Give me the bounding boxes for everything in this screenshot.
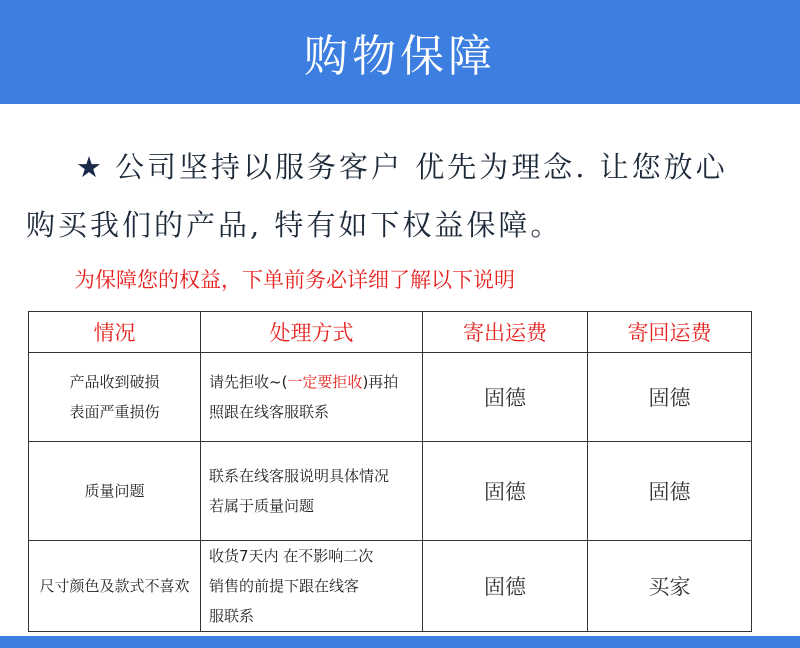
method-text: 请先拒收~( [209,373,288,391]
star-icon: ★ [76,150,105,184]
guarantee-table [28,311,752,632]
header-method: 处理方式 [201,312,423,353]
header-ship-out: 寄出运费 [423,312,588,353]
situation-line: 表面严重损伤 [69,403,160,421]
intro-line-1 [26,138,786,196]
notice-text: 为保障您的权益，下单前务必详细了解以下说明 [74,268,515,292]
situation-cell: 尺寸颜色及款式不喜欢 [29,541,201,632]
situation-cell [29,353,201,442]
method-emphasis: 一定要拒收 [287,373,363,391]
header-situation: 情况 [29,312,201,353]
situation-line: 产品收到破损 [69,373,160,391]
table-row [29,541,752,632]
situation-cell: 质量问题 [29,442,201,541]
table-header-row [29,312,752,353]
header-ship-back: 寄回运费 [588,312,752,353]
ship-out-cell: 固德 [423,541,588,632]
method-cell [201,442,423,541]
header-banner [0,0,800,104]
intro-line-2: 购买我们的产品, 特有如下权益保障。 [26,208,563,242]
method-line: 销售的前提下跟在线客 [209,577,360,595]
page-title: 购物保障 [304,31,496,82]
method-line [209,367,422,397]
method-line: 收货7天内 在不影响二次 [209,547,374,565]
ship-back-cell: 固德 [588,353,752,442]
ship-back-cell: 买家 [588,541,752,632]
ship-out-cell: 固德 [423,353,588,442]
table-row [29,442,752,541]
method-text: )再拍 [362,373,399,391]
method-line: 联系在线客服说明具体情况 [209,467,390,485]
ship-out-cell: 固德 [423,442,588,541]
intro-text-1: 公司坚持以服务客户 优先为理念. 让您放心 [115,150,728,184]
ship-back-cell: 固德 [588,442,752,541]
method-cell [201,353,423,442]
table-row [29,353,752,442]
method-line: 服联系 [209,607,255,625]
method-line: 照跟在线客服联系 [209,403,330,421]
method-cell [201,541,423,632]
footer-bar [0,636,800,648]
intro-paragraph [26,138,786,254]
method-line: 若属于质量问题 [209,497,315,515]
